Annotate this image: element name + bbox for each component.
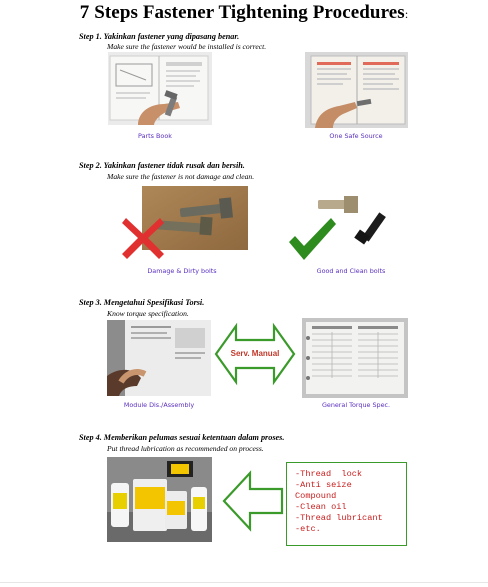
lubricant-item-thread-lock: -Thread lock <box>295 469 363 479</box>
serv-manual-label: Serv. Manual <box>230 349 280 358</box>
step-3-subheading: Know torque specification. <box>107 309 189 318</box>
step-4-subheading: Put thread lubrication as recommended on process. <box>107 444 264 453</box>
page-title <box>0 2 488 24</box>
step-2-subheading: Make sure the fastener is not damage and clean. <box>107 172 255 181</box>
step-1-subheading: Make sure the fastener would be installed is correct. <box>107 42 267 51</box>
lubricant-products-photo <box>107 457 212 542</box>
torque-spec-photo <box>302 318 408 398</box>
step-2-heading: Step 2. Yakinkan fastener tidak rusak dan bersih. <box>79 161 245 170</box>
caption-parts-book: Parts Book <box>138 132 172 140</box>
lubricant-options-box <box>286 462 407 546</box>
checkmark-icon <box>287 216 337 262</box>
caption-damage-dirty-bolts: Damage & Dirty bolts <box>147 267 217 275</box>
step-4-heading: Step 4. Memberikan pelumas sesuai ketentuan dalam proses. <box>79 433 285 442</box>
page-bottom-rule <box>0 582 488 583</box>
lubricant-item-etc: -etc. <box>295 524 321 534</box>
one-safe-source-photo <box>305 52 408 128</box>
caption-good-clean-bolts: Good and Clean bolts <box>316 267 386 275</box>
lubricant-item-anti-seize: -Anti seize <box>295 480 352 490</box>
lubricant-item-compound: Compound <box>295 491 337 501</box>
caption-module-assembly: Module Dis./Assembly <box>123 401 195 409</box>
cross-icon <box>120 214 166 260</box>
left-arrow-icon <box>222 469 284 533</box>
caption-one-safe-source: One Safe Source <box>329 132 383 140</box>
lubricant-item-clean-oil: -Clean oil <box>295 502 347 512</box>
caption-general-torque-spec: General Torque Spec. <box>321 401 391 409</box>
title-suffix: : <box>404 7 409 21</box>
step-3-heading: Step 3. Mengetahui Spesifikasi Torsi. <box>79 298 205 307</box>
module-manual-photo <box>107 320 211 396</box>
parts-book-photo <box>108 52 212 125</box>
step-1-heading: Step 1. Yakinkan fastener yang dipasang benar. <box>79 32 240 41</box>
lubricant-item-thread-lubricant: -Thread lubricant <box>295 513 383 523</box>
title-text: 7 Steps Fastener Tightening Procedures <box>79 2 405 23</box>
